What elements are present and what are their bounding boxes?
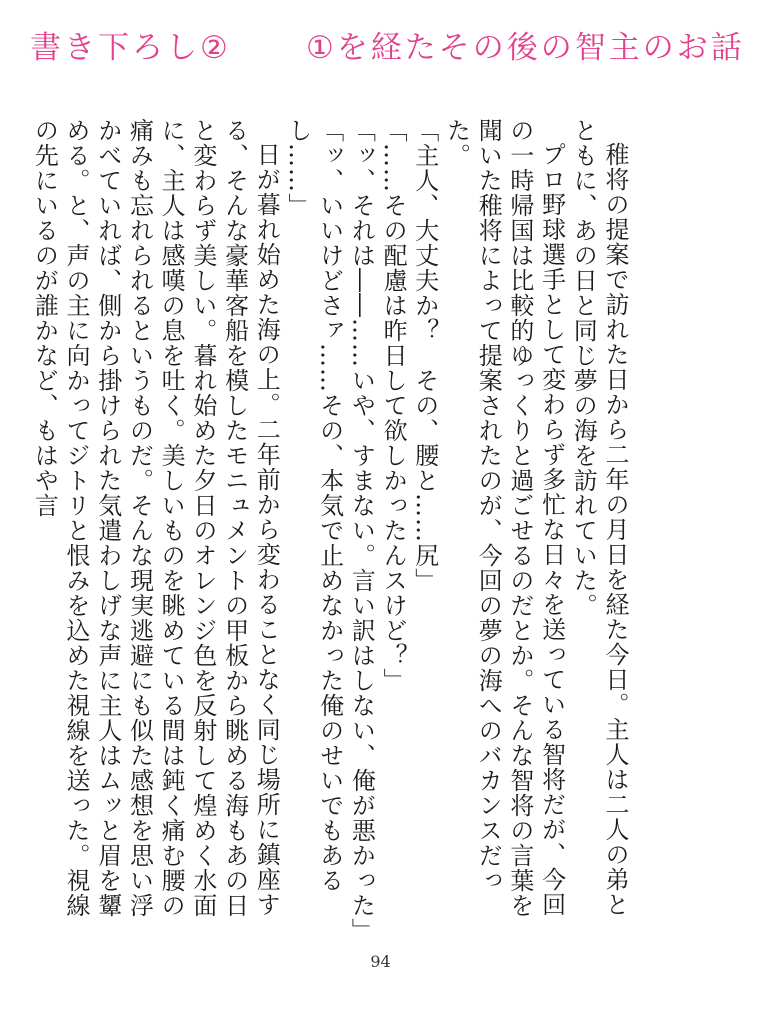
vertical-body-text [30, 118, 630, 943]
dialogue-line-3: 「ッ、それは――……いや、すまない。言い訳はしない、俺が悪かった」 [347, 118, 376, 943]
dialogue-line-1: 「主人、大丈夫か？ その、腰と……尻」 [410, 118, 439, 593]
dialogue-line-2: 「……その配慮は昨日して欲しかったんスけど？」 [379, 118, 408, 693]
paragraph-1: 稚将の提案で訪れた日から二年の月日を経た今日。主人は二人の弟とともに、あの日と同じ夢の海を訪れていた。 [569, 118, 629, 917]
chapter-title: 書き下ろし② [30, 30, 231, 66]
chapter-subtitle: ①を経たその後の智主のお話 [306, 30, 745, 66]
chapter-header [30, 22, 745, 82]
page-number: 94 [370, 952, 391, 971]
paragraph-2: プロ野球選手として変わらず多忙な日々を送っている智将だが、今回の一時帰国は比較的ゆっくりと過ごせるのだとか。そんな智将の言葉を聞いた稚将によって提案されたのが、今回の夢の海へのバカンスだった。 [442, 118, 566, 918]
paragraph-3: 日が暮れ始めた海の上。二年前から変わることなく同じ場所に鎮座する、そんな豪華客船を模したモニュメントの甲板から眺める海もあの日と変わらず美しい。暮れ始めた夕日のオレンジ色を反射して煌めく水面に、主人は感嘆の息を吐く。美しいものを眺めている間は鈍く痛む腰の痛みも忘れられるというものだ。そんな現実逃避にも似た感想を思い浮かべていれば、側から掛けられた気遣わしげな声に主人はムッと眉を顰める。と、声の主に向かってジトリと恨みを込めた視線を送った。視線の先にいるのが誰かなど、もはや言 [30, 118, 281, 918]
dialogue-line-4: 「ッ、いいけどさァ……その、本気で止めなかった俺のせいでもあるし……」 [283, 118, 344, 893]
